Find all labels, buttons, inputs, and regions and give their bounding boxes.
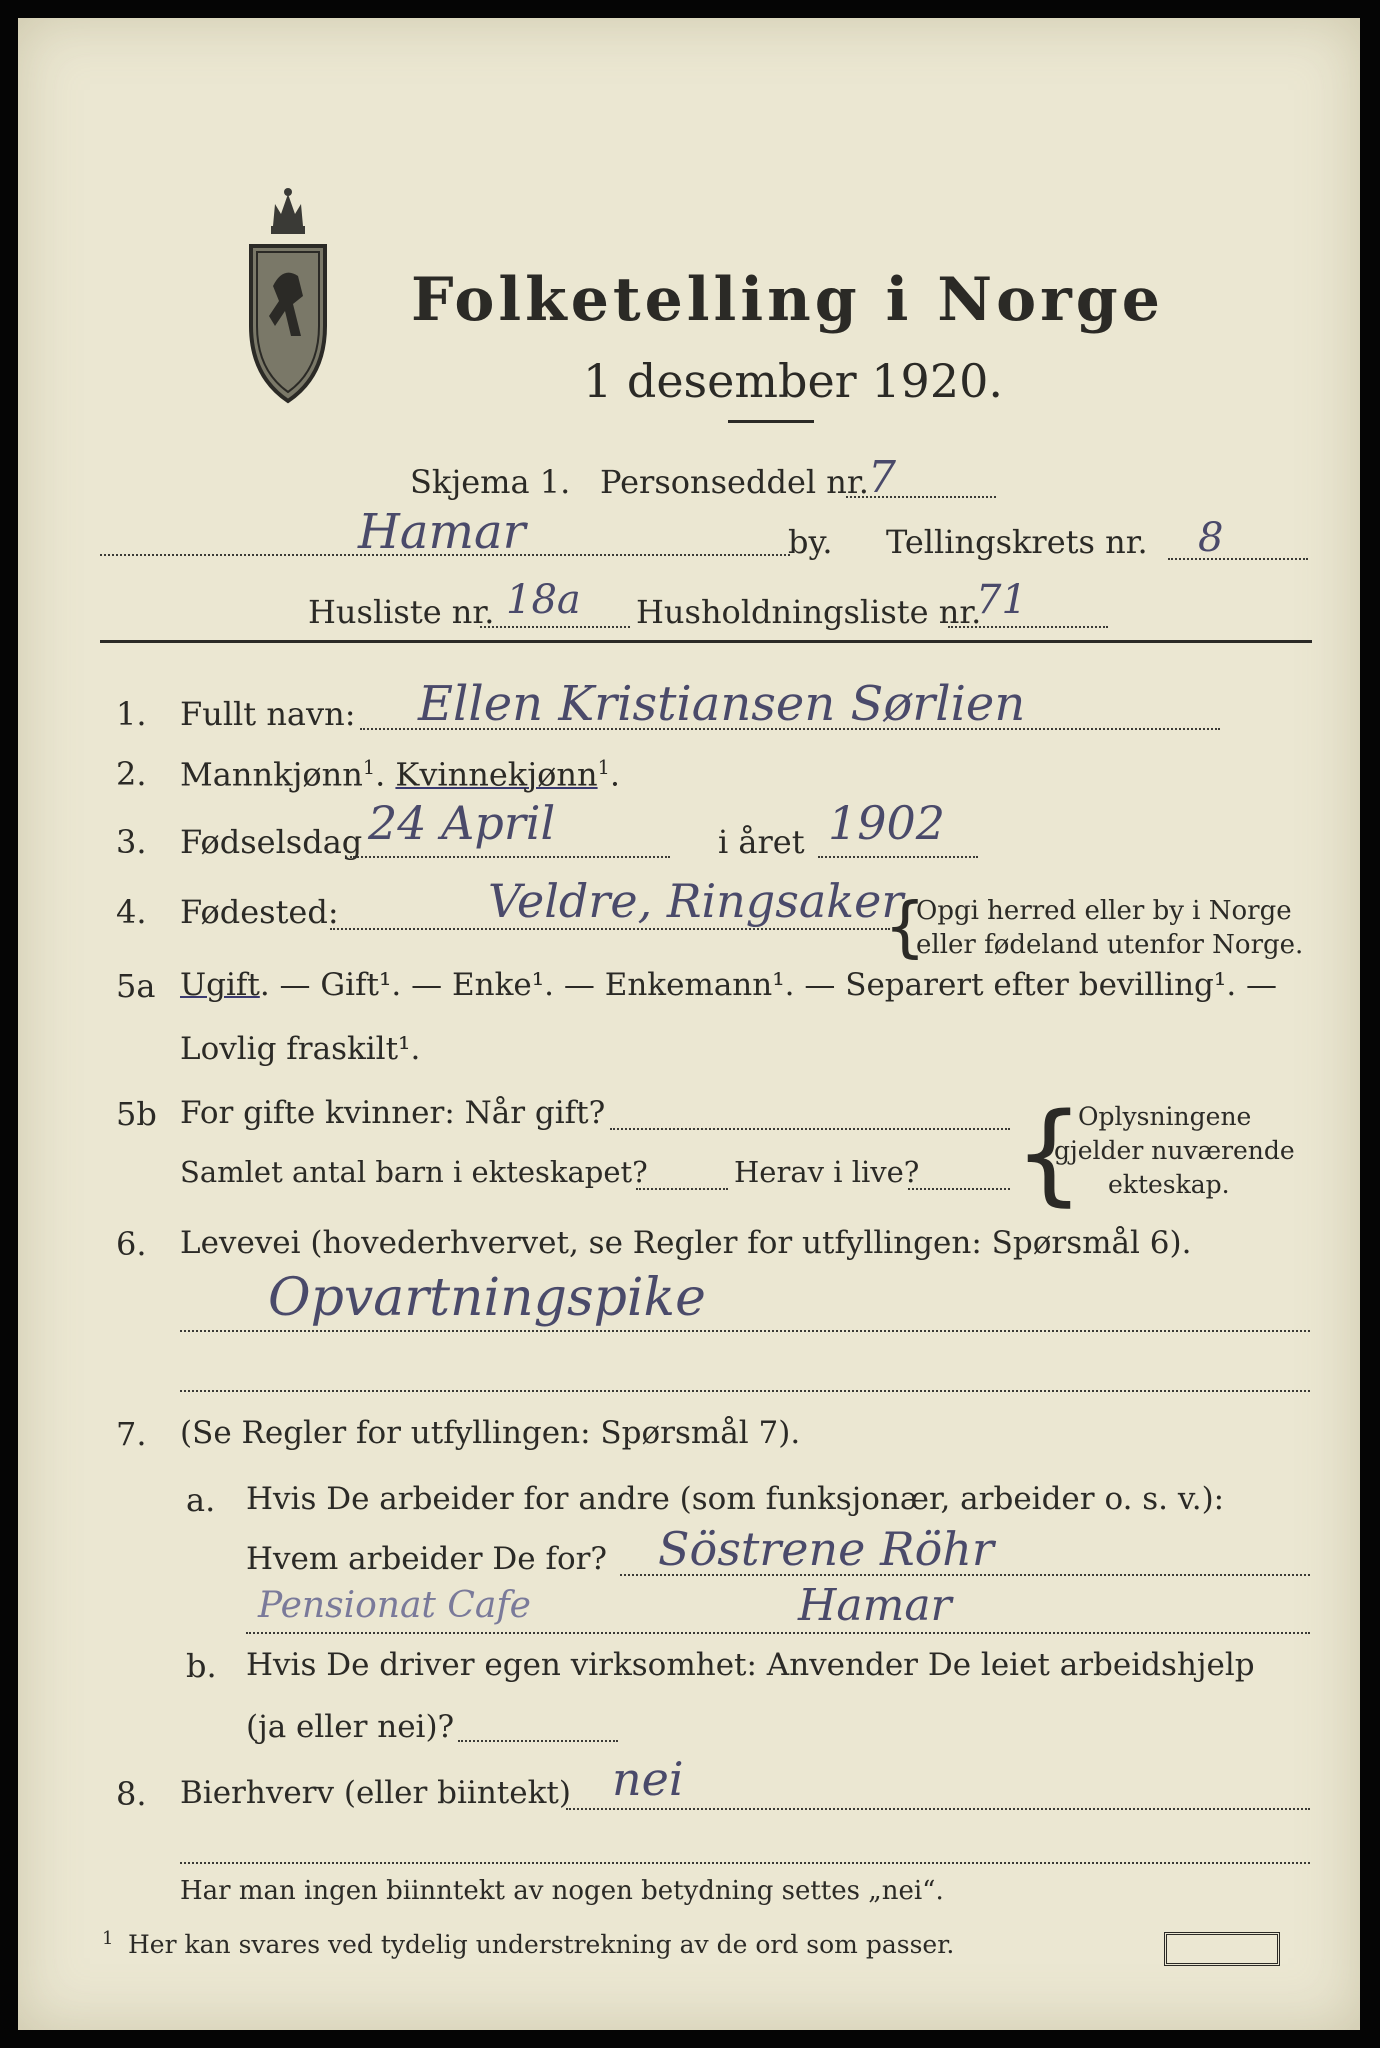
tellingskrets-value: 8 <box>1198 515 1224 561</box>
personseddel-label: Personseddel nr. <box>600 463 869 501</box>
q5b-label-married: For gifte kvinner: Når gift? <box>180 1095 606 1131</box>
q8-value: nei <box>612 1752 684 1806</box>
husholdningsliste-value: 71 <box>976 577 1027 623</box>
personseddel-value: 7 <box>868 452 896 503</box>
q2-male-option: Mannkjønn <box>180 755 363 794</box>
q3-year-value: 1902 <box>828 796 946 850</box>
q5b-note-line2: gjelder nuværende <box>1054 1136 1295 1165</box>
q6-number: 6. <box>116 1225 147 1263</box>
q6-value: Opvartningspike <box>268 1268 706 1328</box>
header-rule <box>100 640 1312 643</box>
title-divider <box>728 420 814 423</box>
q7a-employer-place: Pensionat Cafe <box>258 1585 531 1626</box>
q7a-employer-town: Hamar <box>798 1580 952 1631</box>
husliste-label: Husliste nr. <box>308 593 495 631</box>
q5b-alive-line <box>908 1188 1010 1190</box>
printer-stamp <box>1164 1932 1280 1966</box>
footnote-mark: 1 <box>102 1928 114 1949</box>
skjema-label: Skjema 1. <box>410 463 571 501</box>
q8-number: 8. <box>116 1775 147 1813</box>
q3-value: 24 April <box>368 796 556 850</box>
footnote-text: Her kan svares ved tydelig understrekning av de ord som passer. <box>128 1930 955 1959</box>
q3-year-label: i året <box>718 823 805 861</box>
q2-female-option: Kvinnekjønn <box>395 755 598 794</box>
q1-label: Fullt navn: <box>180 695 356 733</box>
q2-number: 2. <box>116 755 147 793</box>
q6-line1 <box>180 1330 1310 1332</box>
form-title: Folketelling i Norge <box>411 265 1164 335</box>
q7a-text: Hvis De arbeider for andre (som funksjonær, arbeider o. s. v.): <box>246 1481 1225 1517</box>
q7b-letter: b. <box>186 1647 217 1685</box>
q7a-question: Hvem arbeider De for? <box>246 1541 608 1577</box>
q4-note-line2: eller fødeland utenfor Norge. <box>916 930 1304 960</box>
q8-label: Bierhverv (eller biintekt) <box>180 1775 571 1811</box>
q5a-other-options: . — Gift¹. — Enke¹. — Enkemann¹. — Separert efter bevilling¹. — <box>259 967 1278 1003</box>
q7b-line <box>458 1740 618 1742</box>
q6-line2 <box>180 1390 1310 1392</box>
q5b-label-alive: Herav i live? <box>734 1155 920 1189</box>
norway-coat-of-arms-icon <box>243 186 333 406</box>
q5a-options-line1 <box>180 967 1278 1003</box>
q2-options: Mannkjønn$^1$. Kvinnekjønn$^1$. <box>180 755 620 794</box>
q7a-line2 <box>246 1632 1310 1634</box>
q4-label: Fødested: <box>180 893 339 931</box>
q4-note-line1: Opgi herred eller by i Norge <box>916 896 1292 926</box>
q8-line1 <box>566 1808 1310 1810</box>
q4-value: Veldre, Ringsaker <box>488 874 904 928</box>
q5b-note-brace: { <box>1014 1089 1084 1217</box>
q4-number: 4. <box>116 893 147 931</box>
q5b-note-line3: ekteskap. <box>1108 1170 1230 1199</box>
q1-number: 1. <box>116 695 147 733</box>
tellingskrets-label: Tellingskrets nr. <box>886 523 1148 561</box>
q7b-question: (ja eller nei)? <box>246 1709 455 1745</box>
no-income-note: Har man ingen biinntekt av nogen betydning settes „nei“. <box>180 1876 944 1906</box>
q5b-number: 5b <box>116 1095 157 1133</box>
q3-year-line <box>818 856 978 858</box>
q3-label: Fødselsdag <box>180 823 363 861</box>
husholdningsliste-line <box>948 626 1108 628</box>
q3-number: 3. <box>116 823 147 861</box>
husliste-line <box>480 626 630 628</box>
q4-note-brace: { <box>884 888 926 965</box>
tellingskrets-line <box>1168 558 1308 560</box>
q5a-number: 5a <box>116 967 156 1005</box>
q7a-letter: a. <box>186 1481 216 1519</box>
q5b-married-line <box>610 1128 1010 1130</box>
q5a-ugift-option: Ugift <box>180 967 260 1003</box>
q5a-options-line2: Lovlig fraskilt¹. <box>180 1031 421 1067</box>
q7a-employer: Söstrene Röhr <box>658 1522 994 1576</box>
q8-line2 <box>180 1862 1310 1864</box>
q7-label: (Se Regler for utfyllingen: Spørsmål 7). <box>180 1415 801 1451</box>
q7b-text: Hvis De driver egen virksomhet: Anvender De leiet arbeidshjelp <box>246 1647 1255 1683</box>
q1-value: Ellen Kristiansen Sørlien <box>418 676 1026 732</box>
q5b-label-children: Samlet antal barn i ekteskapet? <box>180 1155 648 1189</box>
q5b-note-line1: Oplysningene <box>1078 1102 1252 1131</box>
q6-label: Levevei (hovederhvervet, se Regler for utfyllingen: Spørsmål 6). <box>180 1225 1192 1261</box>
q5b-children-line <box>636 1188 728 1190</box>
q3-line <box>350 856 670 858</box>
q4-line <box>330 928 890 930</box>
q7-number: 7. <box>116 1415 147 1453</box>
by-label: by. <box>788 523 833 561</box>
husliste-value: 18a <box>506 577 581 623</box>
census-form-page <box>18 18 1360 2030</box>
husholdningsliste-label: Husholdningsliste nr. <box>636 593 982 631</box>
by-value: Hamar <box>358 504 526 560</box>
census-date: 1 desember 1920. <box>583 354 1003 408</box>
